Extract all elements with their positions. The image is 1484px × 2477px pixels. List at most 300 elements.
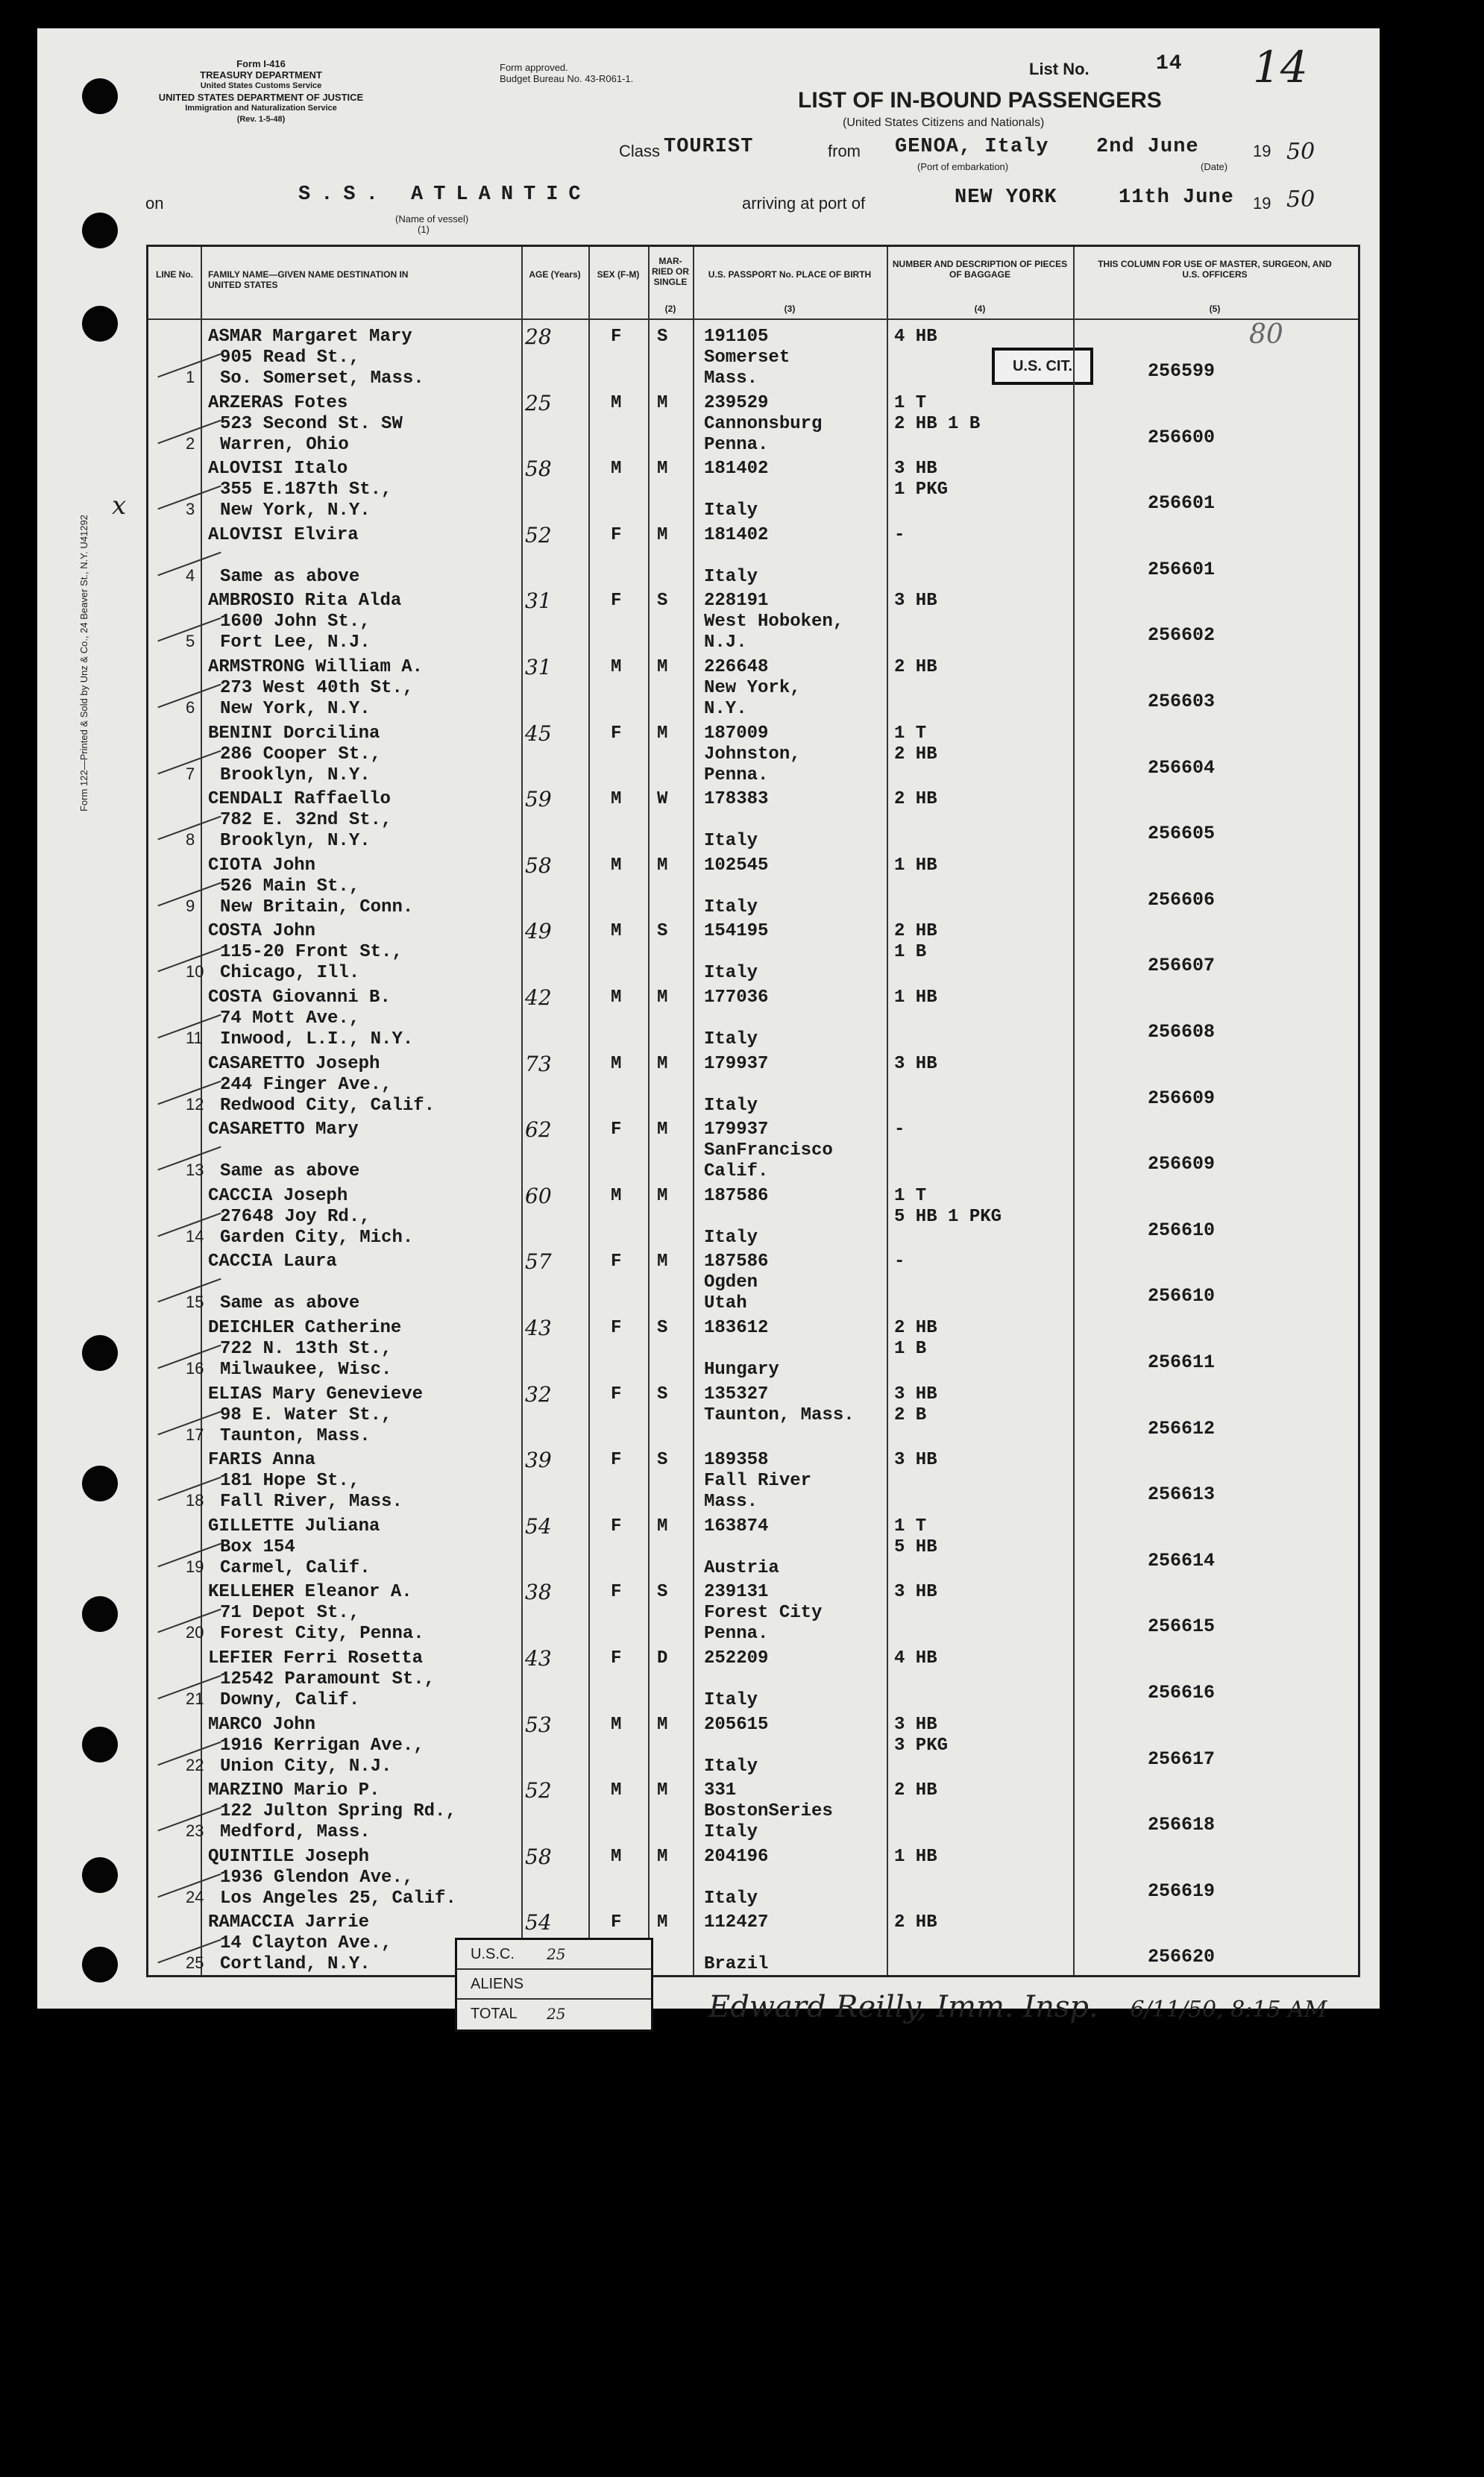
marital-status: M — [657, 1846, 668, 1867]
manifest-sheet — [37, 28, 1380, 2024]
birth-place: Italy — [704, 963, 758, 984]
col-header-sex: SEX (F-M) — [597, 269, 640, 280]
binder-hole — [82, 1335, 118, 1371]
birth-place-line: Somerset — [704, 348, 790, 368]
line-number: 24 — [186, 1887, 204, 1906]
birth-place-line: SanFrancisco — [704, 1140, 833, 1161]
table-row — [148, 1907, 1358, 1974]
age: 58 — [525, 456, 552, 482]
baggage: 2 HB — [894, 921, 937, 942]
baggage: 3 HB — [894, 1714, 937, 1735]
age: 58 — [525, 1844, 552, 1869]
officer-number: 256600 — [1148, 426, 1216, 448]
officer-number: 256601 — [1148, 558, 1216, 580]
from-label: from — [828, 142, 861, 160]
sex: F — [611, 1252, 622, 1272]
officer-number: 256601 — [1148, 492, 1216, 515]
birth-place-line: Ogden — [704, 1272, 758, 1293]
table-row — [148, 585, 1358, 652]
destination: Redwood City, Calif. — [220, 1095, 436, 1116]
passport-number: 187586 — [704, 1252, 769, 1272]
age: 49 — [525, 919, 552, 944]
marital-status: S — [657, 1450, 668, 1471]
destination: Brooklyn, N.Y. — [220, 831, 371, 852]
line-number: 23 — [186, 1821, 204, 1841]
sex: F — [611, 524, 622, 545]
marital-status: M — [657, 1185, 668, 1206]
baggage: - — [894, 1252, 905, 1272]
totals-box — [455, 1938, 653, 2032]
destination: Brooklyn, N.Y. — [220, 765, 371, 785]
destination: So. Somerset, Mass. — [220, 368, 424, 389]
birth-place-line: Fall River — [704, 1471, 812, 1492]
birth-place: Penna. — [704, 434, 769, 455]
col-header-name: FAMILY NAME—GIVEN NAME DESTINATION IN UNITED STATES — [208, 269, 409, 290]
table-row — [148, 1710, 1358, 1776]
baggage-extra: 1 PKG — [894, 480, 949, 500]
passenger-name: ASMAR Margaret Mary — [208, 327, 412, 347]
date-caption: (Date) — [1201, 161, 1228, 172]
officer-number: 256619 — [1148, 1880, 1216, 1902]
line-number: 9 — [186, 896, 195, 915]
passenger-name: DEICHLER Catherine — [208, 1318, 402, 1338]
destination: Warren, Ohio — [220, 434, 349, 455]
birth-place: Austria — [704, 1557, 779, 1578]
age: 52 — [525, 522, 552, 547]
birth-place-line: New York, — [704, 678, 801, 698]
col-number-3: (3) — [784, 304, 796, 314]
passport-number: 179937 — [704, 1053, 769, 1074]
officer-number: 256616 — [1148, 1682, 1216, 1704]
marital-status: M — [657, 1053, 668, 1074]
marital-status: M — [657, 459, 668, 480]
passport-number: 179937 — [704, 1120, 769, 1140]
passport-number: 187586 — [704, 1185, 769, 1206]
table-row — [148, 1114, 1358, 1181]
sex: M — [611, 1714, 622, 1735]
marital-status: M — [657, 524, 668, 545]
address-line: 355 E.187th St., — [220, 480, 392, 500]
line-number: 21 — [186, 1689, 204, 1708]
officer-number: 256612 — [1148, 1417, 1216, 1440]
address-line: 905 Read St., — [220, 348, 360, 368]
passenger-name: ALOVISI Elvira — [208, 524, 359, 545]
on-label: on — [145, 194, 164, 213]
officer-number: 256618 — [1148, 1814, 1216, 1836]
passport-number: 226648 — [704, 657, 769, 677]
address-line: 273 West 40th St., — [220, 678, 414, 698]
baggage: 2 HB — [894, 1780, 937, 1801]
col-number-2: (2) — [664, 304, 676, 314]
age: 32 — [525, 1381, 552, 1407]
age: 25 — [525, 390, 552, 415]
address-line: 286 Cooper St., — [220, 744, 382, 765]
class-label: Class — [619, 142, 661, 160]
baggage-extra: 2 B — [894, 1404, 927, 1425]
binder-hole — [82, 213, 118, 248]
sex: F — [611, 1648, 622, 1668]
address-line: 1916 Kerrigan Ave., — [220, 1735, 424, 1756]
age: 31 — [525, 588, 552, 614]
address-line: 181 Hope St., — [220, 1471, 360, 1492]
marital-status: S — [657, 921, 668, 942]
passport-number: 239131 — [704, 1582, 769, 1603]
address-line: 71 Depot St., — [220, 1603, 360, 1624]
col-header-passport: U.S. PASSPORT No. PLACE OF BIRTH — [708, 269, 872, 280]
marital-status: M — [657, 392, 668, 413]
destination: Inwood, L.I., N.Y. — [220, 1029, 414, 1049]
totals-us-value: 25 — [547, 1945, 566, 1963]
table-row — [148, 520, 1358, 586]
destination: New York, N.Y. — [220, 500, 371, 521]
passenger-name: GILLETTE Juliana — [208, 1516, 380, 1536]
marital-status: S — [657, 1384, 668, 1404]
passport-number: 189358 — [704, 1450, 769, 1471]
sex: M — [611, 789, 622, 810]
passport-number: 183612 — [704, 1318, 769, 1338]
age: 38 — [525, 1580, 552, 1605]
sex: M — [611, 1780, 622, 1801]
line-number: 8 — [186, 830, 195, 850]
birth-place: Brazil — [704, 1954, 769, 1975]
address-line: 244 Finger Ave., — [220, 1074, 392, 1095]
baggage: 2 HB — [894, 657, 937, 677]
birth-place: Italy — [704, 1756, 758, 1777]
passenger-name: RAMACCIA Jarrie — [208, 1912, 370, 1933]
sex: F — [611, 1384, 622, 1404]
binder-hole — [82, 306, 118, 342]
embark-port: GENOA, Italy — [895, 136, 1049, 158]
passenger-name: CACCIA Joseph — [208, 1185, 348, 1206]
officer-number: 256610 — [1148, 1219, 1216, 1241]
birth-place: Italy — [704, 1888, 758, 1909]
baggage-extra: 3 PKG — [894, 1735, 949, 1756]
header-line: Immigration and Naturalization Service — [185, 104, 337, 113]
sex: F — [611, 591, 622, 612]
baggage-extra: 5 HB — [894, 1536, 937, 1557]
sex: F — [611, 1912, 622, 1933]
sex: F — [611, 1450, 622, 1471]
age: 42 — [525, 985, 552, 1010]
baggage: 1 T — [894, 392, 927, 413]
address-line: 122 Julton Spring Rd., — [220, 1801, 456, 1822]
marital-status: M — [657, 1714, 668, 1735]
address-line: 526 Main St., — [220, 876, 360, 897]
destination: Milwaukee, Wisc. — [220, 1360, 392, 1380]
passenger-name: QUINTILE Joseph — [208, 1846, 370, 1867]
officer-number: 256609 — [1148, 1153, 1216, 1175]
approval-note — [500, 62, 633, 84]
passport-number: 102545 — [704, 855, 769, 876]
table-row — [148, 982, 1358, 1049]
baggage: 3 HB — [894, 459, 937, 480]
marital-status: M — [657, 1780, 668, 1801]
list-no-typed: 14 — [1156, 52, 1183, 75]
passport-number: 239529 — [704, 392, 769, 413]
sex: M — [611, 988, 622, 1008]
destination: Medford, Mass. — [220, 1822, 371, 1843]
col-header-married: MAR-RIED OR SINGLE — [651, 256, 689, 287]
address-line: 1600 John St., — [220, 612, 371, 632]
line-number: 18 — [186, 1491, 204, 1510]
passenger-name: CASARETTO Mary — [208, 1120, 359, 1140]
port-embark-caption: (Port of embarkation) — [917, 161, 1009, 172]
officer-number: 256603 — [1148, 691, 1216, 712]
line-number: 15 — [186, 1293, 204, 1312]
arrival-year: 50 — [1286, 186, 1315, 213]
passport-number: 178383 — [704, 789, 769, 810]
birth-place-line: Taunton, Mass. — [704, 1404, 855, 1425]
baggage: 4 HB — [894, 327, 937, 347]
passenger-name: CENDALI Raffaello — [208, 789, 391, 810]
age: 53 — [525, 1712, 552, 1737]
marital-status: M — [657, 988, 668, 1008]
list-no-label: List No. — [1029, 60, 1090, 78]
birth-place: Penna. — [704, 1624, 769, 1645]
approval-line: Form approved. — [500, 62, 568, 73]
year-value: 50 — [1286, 139, 1315, 165]
header-line: TREASURY DEPARTMENT — [200, 69, 322, 81]
sex: M — [611, 1846, 622, 1867]
baggage: 2 HB — [894, 789, 937, 810]
destination: Fall River, Mass. — [220, 1492, 403, 1513]
officer-number: 256614 — [1148, 1549, 1216, 1572]
passenger-name: CACCIA Laura — [208, 1252, 337, 1272]
signature-date: 6/11/50, 8:15 AM — [1130, 1997, 1327, 2023]
marital-status: S — [657, 327, 668, 347]
sex: M — [611, 657, 622, 677]
line-number: 19 — [186, 1557, 204, 1576]
destination: New Britain, Conn. — [220, 897, 414, 917]
marital-status: W — [657, 789, 668, 810]
table-row — [148, 1181, 1358, 1247]
birth-place: Italy — [704, 566, 758, 587]
passport-number: 331 — [704, 1780, 737, 1801]
line-number: 10 — [186, 962, 204, 982]
birth-place-line: West Hoboken, — [704, 612, 844, 632]
table-row — [148, 1445, 1358, 1511]
age: 60 — [525, 1183, 552, 1208]
passport-number: 252209 — [704, 1648, 769, 1668]
birth-place: Italy — [704, 897, 758, 917]
passenger-name: BENINI Dorcilina — [208, 723, 380, 744]
binder-hole — [82, 1596, 118, 1632]
officer-number: 256615 — [1148, 1616, 1216, 1638]
officer-signature — [708, 1990, 1327, 2024]
age: 59 — [525, 787, 552, 812]
passenger-name: ARMSTRONG William A. — [208, 657, 424, 677]
birth-place: Italy — [704, 1029, 758, 1049]
vessel-column: (1) — [418, 224, 430, 235]
sex: F — [611, 327, 622, 347]
table-row — [148, 1313, 1358, 1379]
list-title: LIST OF IN-BOUND PASSENGERS — [798, 88, 1162, 113]
birth-place: N.Y. — [704, 699, 747, 719]
age: 73 — [525, 1051, 552, 1076]
binder-hole — [82, 1857, 118, 1893]
passenger-table — [146, 245, 1360, 1977]
us-citizen-stamp: U.S. CIT. — [992, 348, 1093, 385]
marital-status: M — [657, 1516, 668, 1536]
age: 31 — [525, 655, 552, 679]
destination: Garden City, Mich. — [220, 1227, 414, 1248]
vessel-caption: (Name of vessel) — [395, 213, 469, 225]
passport-number: 191105 — [704, 327, 769, 347]
baggage: 2 HB — [894, 1912, 937, 1933]
passenger-name: KELLEHER Eleanor A. — [208, 1582, 412, 1603]
table-row — [148, 784, 1358, 850]
col-header-line: LINE No. — [156, 269, 193, 280]
totals-aliens-label: ALIENS — [471, 1976, 524, 1992]
destination: Downy, Calif. — [220, 1690, 360, 1710]
age: 54 — [525, 1513, 552, 1539]
sex: F — [611, 723, 622, 744]
birth-place: Italy — [704, 1227, 758, 1248]
destination: Chicago, Ill. — [220, 963, 360, 984]
line-number: 1 — [186, 368, 195, 386]
binder-hole — [82, 1947, 118, 1982]
passenger-name: MARCO John — [208, 1714, 316, 1735]
marital-status: S — [657, 591, 668, 612]
birth-place: Mass. — [704, 368, 758, 389]
passenger-name: AMBROSIO Rita Alda — [208, 591, 402, 612]
passenger-name: ALOVISI Italo — [208, 459, 348, 480]
marital-status: M — [657, 1120, 668, 1140]
approval-line: Budget Bureau No. 43-R061-1. — [500, 73, 634, 84]
officer-number: 256604 — [1148, 756, 1216, 779]
line-number: 3 — [186, 500, 195, 519]
line-number: 20 — [186, 1623, 204, 1642]
baggage: - — [894, 524, 905, 545]
address-line: 98 E. Water St., — [220, 1404, 392, 1425]
totals-us-label: U.S.C. — [471, 1946, 515, 1962]
age: 43 — [525, 1316, 552, 1340]
line-number: 7 — [186, 764, 195, 783]
line-number: 2 — [186, 433, 195, 453]
destination: Same as above — [220, 1293, 360, 1314]
address-line: 1936 Glendon Ave., — [220, 1867, 414, 1888]
passport-number: 181402 — [704, 524, 769, 545]
header-rule — [148, 318, 1358, 320]
baggage: 1 HB — [894, 1846, 937, 1867]
officer-number: 256611 — [1148, 1351, 1216, 1373]
age: 57 — [525, 1249, 552, 1275]
officer-number: 256607 — [1148, 955, 1216, 977]
passenger-name: MARZINO Mario P. — [208, 1780, 380, 1801]
header-line: Form I-416 — [236, 58, 286, 69]
birth-place-line: Cannonsburg — [704, 413, 823, 434]
birth-place: Italy — [704, 831, 758, 852]
officer-number: 256620 — [1148, 1946, 1216, 1968]
baggage: 1 HB — [894, 988, 937, 1008]
passenger-name: COSTA Giovanni B. — [208, 988, 391, 1008]
birth-place: Utah — [704, 1293, 747, 1314]
baggage-extra: 1 B — [894, 1339, 927, 1359]
officer-number: 256613 — [1148, 1484, 1216, 1506]
sex: M — [611, 392, 622, 413]
margin-mark: x — [112, 491, 127, 521]
col-header-age: AGE (Years) — [529, 269, 581, 280]
birth-place: N.J. — [704, 632, 747, 653]
baggage: 1 HB — [894, 855, 937, 876]
age: 43 — [525, 1646, 552, 1671]
binder-hole — [82, 1727, 118, 1762]
destination: Carmel, Calif. — [220, 1557, 371, 1578]
passenger-name: ARZERAS Fotes — [208, 392, 348, 413]
baggage: 3 HB — [894, 1384, 937, 1404]
baggage: 1 T — [894, 723, 927, 744]
table-row — [148, 652, 1358, 718]
destination: Fort Lee, N.J. — [220, 632, 371, 653]
baggage-extra: 2 HB 1 B — [894, 413, 981, 434]
address-line: Box 154 — [220, 1536, 295, 1557]
depart-date: 2nd June — [1096, 136, 1199, 158]
destination: Union City, N.J. — [220, 1756, 392, 1777]
baggage-extra: 1 B — [894, 942, 927, 963]
address-line: 12542 Paramount St., — [220, 1669, 436, 1689]
birth-place-line: Forest City — [704, 1603, 823, 1624]
line-number: 17 — [186, 1425, 204, 1444]
passport-number: 181402 — [704, 459, 769, 480]
table-row — [148, 1049, 1358, 1115]
table-row — [148, 321, 1358, 388]
sex: F — [611, 1516, 622, 1536]
sex: M — [611, 1053, 622, 1074]
arriving-label: arriving at port of — [742, 194, 866, 213]
signature-name: Edward Reilly, Imm. Insp. — [708, 1990, 1098, 2024]
line-number: 4 — [186, 565, 195, 585]
destination: Los Angeles 25, Calif. — [220, 1888, 456, 1909]
officer-number: 256605 — [1148, 823, 1216, 845]
passport-number: 177036 — [704, 988, 769, 1008]
binder-hole — [82, 78, 118, 114]
table-row — [148, 1842, 1358, 1908]
baggage: 3 HB — [894, 1582, 937, 1603]
marital-status: S — [657, 1318, 668, 1338]
line-number: 12 — [186, 1094, 204, 1114]
address-line: 782 E. 32nd St., — [220, 810, 392, 831]
table-row — [148, 1577, 1358, 1643]
header-line: (Rev. 1-5-48) — [236, 115, 286, 124]
address-line: 27648 Joy Rd., — [220, 1206, 371, 1227]
birth-place: Italy — [704, 1690, 758, 1710]
table-row — [148, 1775, 1358, 1842]
age: 45 — [525, 721, 552, 746]
marital-status: M — [657, 723, 668, 744]
arrival-date: 11th June — [1119, 186, 1234, 209]
table-row — [148, 850, 1358, 917]
marital-status: S — [657, 1582, 668, 1603]
passenger-name: FARIS Anna — [208, 1450, 316, 1471]
passenger-name: CIOTA John — [208, 855, 316, 876]
age: 58 — [525, 853, 552, 878]
sex: F — [611, 1582, 622, 1603]
destination: Same as above — [220, 566, 360, 587]
baggage: 3 HB — [894, 1053, 937, 1074]
totals-total-value: 25 — [547, 2005, 566, 2023]
officer-number: 256610 — [1148, 1285, 1216, 1307]
passenger-name: ELIAS Mary Genevieve — [208, 1384, 424, 1404]
col-number-5: (5) — [1209, 304, 1221, 314]
birth-place: Penna. — [704, 765, 769, 785]
table-row — [148, 718, 1358, 785]
destination: New York, N.Y. — [220, 699, 371, 719]
age: 54 — [525, 1910, 552, 1936]
corner-number: 80 — [1249, 319, 1283, 350]
officer-number: 256606 — [1148, 888, 1216, 911]
marital-status: D — [657, 1648, 668, 1668]
line-number: 22 — [186, 1755, 204, 1774]
